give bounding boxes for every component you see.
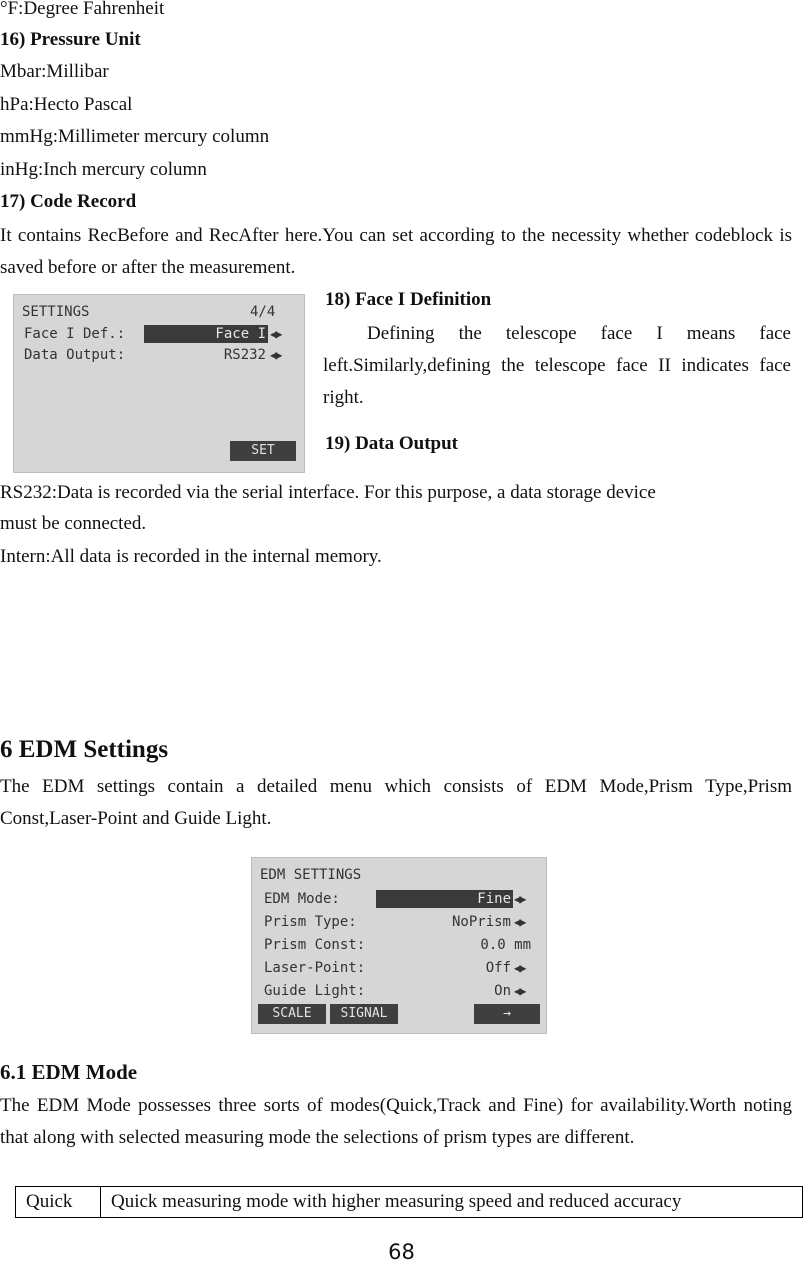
prism-type-label: Prism Type: — [264, 914, 357, 930]
page-number: 68 — [388, 1240, 415, 1264]
guide-light-value[interactable]: On — [494, 983, 511, 999]
laser-point-arrows-icon[interactable]: ◀▶ — [514, 961, 525, 975]
face-def-paragraph: Defining the telescope face I means face left.Similarly,defining the telescope face II indicates face right. — [323, 323, 791, 408]
table-row — [16, 1187, 803, 1218]
edm-settings-heading: 6 EDM Settings — [0, 736, 169, 763]
pressure-unit-heading: 16) Pressure Unit — [0, 29, 141, 50]
mode-name-cell: Quick — [16, 1187, 101, 1218]
face-def-heading: 18) Face I Definition — [325, 289, 492, 310]
edm-mode-paragraph: The EDM Mode possesses three sorts of modes(Quick,Track and Fine) for availability.Worth noting that along with selected measuring mode the selections of prism types are different. — [0, 1095, 792, 1148]
hpa-line: hPa:Hecto Pascal — [0, 94, 133, 115]
settings-screen-page: 4/4 — [250, 304, 276, 320]
rs232-line-2: must be connected. — [0, 513, 147, 534]
set-softkey[interactable]: SET — [230, 441, 296, 461]
settings-screen-title: SETTINGS — [22, 304, 90, 320]
edm-mode-heading: 6.1 EDM Mode — [0, 1060, 138, 1084]
data-output-heading: 19) Data Output — [325, 433, 459, 454]
edm-screen-title: EDM SETTINGS — [260, 867, 362, 883]
guide-light-arrows-icon[interactable]: ◀▶ — [514, 984, 525, 998]
code-record-heading: 17) Code Record — [0, 191, 137, 212]
prism-const-label: Prism Const: — [264, 937, 366, 953]
data-output-arrows-icon[interactable]: ◀▶ — [270, 348, 281, 362]
rs232-line-1: RS232:Data is recorded via the serial interface. For this purpose, a data storage device — [0, 482, 656, 503]
laser-point-label: Laser-Point: — [264, 960, 366, 976]
edm-mode-value[interactable]: Fine — [376, 890, 513, 908]
intern-line: Intern:All data is recorded in the internal memory. — [0, 546, 382, 567]
data-output-label: Data Output: — [24, 347, 126, 363]
prism-type-value[interactable]: NoPrism — [451, 914, 511, 930]
data-output-value[interactable]: RS232 — [223, 347, 266, 363]
guide-light-label: Guide Light: — [264, 983, 366, 999]
settings-screen — [13, 294, 305, 473]
inhg-line: inHg:Inch mercury column — [0, 159, 207, 180]
edm-mode-arrows-icon[interactable]: ◀▶ — [514, 892, 525, 906]
mode-desc-cell: Quick measuring mode with higher measuring speed and reduced accuracy — [101, 1187, 803, 1218]
edm-settings-screen — [251, 857, 547, 1034]
scale-softkey[interactable]: SCALE — [258, 1004, 326, 1024]
mmhg-line: mmHg:Millimeter mercury column — [0, 126, 270, 147]
prism-type-arrows-icon[interactable]: ◀▶ — [514, 915, 525, 929]
face-def-value[interactable]: Face I — [144, 325, 268, 343]
prism-const-value[interactable]: 0.0 mm — [480, 937, 531, 953]
fahrenheit-line: °F:Degree Fahrenheit — [0, 0, 165, 19]
signal-softkey[interactable]: SIGNAL — [330, 1004, 398, 1024]
edm-intro-paragraph: The EDM settings contain a detailed menu which consists of EDM Mode,Prism Type,Prism Const,Laser-Point and Guide Light. — [0, 776, 792, 829]
mbar-line: Mbar:Millibar — [0, 61, 109, 82]
next-page-softkey[interactable]: → — [474, 1004, 540, 1024]
edm-mode-table — [15, 1186, 803, 1218]
face-def-arrows-icon[interactable]: ◀▶ — [270, 327, 281, 341]
face-def-label: Face I Def.: — [24, 326, 126, 342]
laser-point-value[interactable]: Off — [485, 960, 511, 976]
edm-mode-label: EDM Mode: — [264, 891, 340, 907]
code-record-paragraph: It contains RecBefore and RecAfter here.You can set according to the necessity whether codeblock is saved before or after the measurement. — [0, 225, 792, 278]
